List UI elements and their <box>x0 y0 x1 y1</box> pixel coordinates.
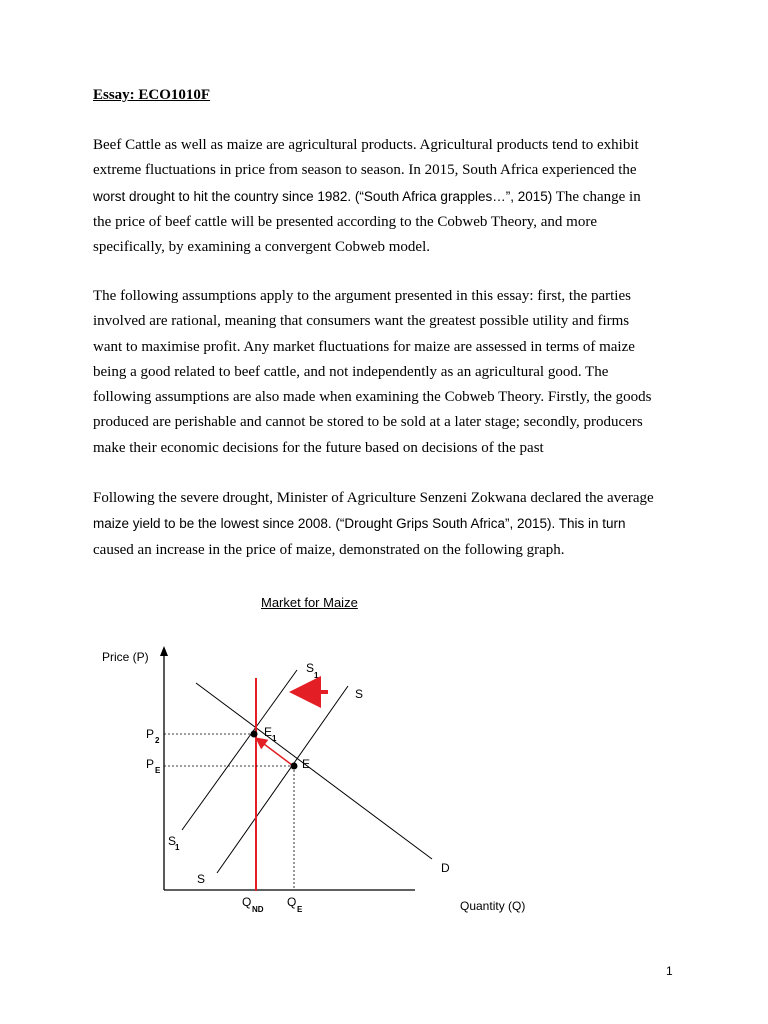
pe-label: P <box>146 757 155 771</box>
paragraph-text: The change in <box>552 188 641 205</box>
graph-title: Market for Maize <box>261 595 358 610</box>
qnd-sub: ND <box>252 905 264 914</box>
paragraph-line: being a good related to beef cattle, and not independently as an agricultural good. The <box>93 363 609 380</box>
supply-s-start-label: S <box>197 872 206 886</box>
x-axis-label: Quantity (Q) <box>460 899 526 913</box>
paragraph-line: specifically, by examining a convergent Cobweb model. <box>93 239 430 256</box>
y-axis-label: Price (P) <box>102 650 149 664</box>
pe-sub: E <box>155 766 161 775</box>
supply-s1-start-label: S <box>168 834 177 848</box>
qnd-label: Q <box>242 895 252 909</box>
supply-curve-s1 <box>182 670 297 830</box>
supply-s1-start-sub: 1 <box>175 843 180 852</box>
paragraph-line: following assumptions are also made when examining the Cobweb Theory. Firstly, the goods <box>93 389 652 406</box>
paragraph-line: make their economic decisions for the future based on decisions of the past <box>93 439 544 456</box>
paragraph-line: produced are perishable and cannot be stored to be sold at a later stage; secondly, producers <box>93 414 643 431</box>
paragraph-line: want to maximise profit. Any market fluctuations for maize are assessed in terms of maize <box>93 338 635 355</box>
paragraph-line: Following the severe drought, Minister of Agriculture Senzeni Zokwana declared the average <box>93 490 654 506</box>
demand-label: D <box>441 861 450 875</box>
y-axis-arrow-icon <box>160 646 168 656</box>
citation-text: worst drought to hit the country since 1982. (“South Africa grapples…”, 2015) <box>93 188 553 204</box>
citation-text: maize yield to be the lowest since 2008. (“Drought Grips South Africa”, 2015). This in turn <box>93 516 626 532</box>
paragraph-line: the price of beef cattle will be presented according to the Cobweb Theory, and more <box>93 213 597 230</box>
p2-label: P <box>146 727 155 741</box>
equilibrium-e-point <box>291 763 298 770</box>
essay-heading: Essay: ECO1010F <box>93 87 211 103</box>
paragraph-line: extreme fluctuations in price from season to season. In 2015, South Africa experienced the <box>93 162 637 179</box>
e1-label: E <box>264 725 273 739</box>
supply-s1-end-sub: 1 <box>314 671 319 680</box>
p2-sub: 2 <box>155 736 160 745</box>
page-number: 1 <box>666 964 673 978</box>
paragraph-line: The following assumptions apply to the argument presented in this essay: first, the parties <box>93 288 631 304</box>
supply-s-end-label: S <box>355 687 364 701</box>
paragraph-line: involved are rational, meaning that consumers want the greatest possible utility and firms <box>93 313 630 330</box>
movement-arrow-icon <box>260 741 292 765</box>
e-label: E <box>302 757 311 771</box>
supply-curve-s <box>217 686 348 873</box>
qe-label: Q <box>287 895 297 909</box>
demand-curve <box>196 683 432 859</box>
equilibrium-e1-point <box>251 731 258 738</box>
qe-sub: E <box>297 905 303 914</box>
paragraph-line: caused an increase in the price of maize, demonstrated on the following graph. <box>93 541 565 558</box>
e1-sub: 1 <box>272 734 277 743</box>
supply-s1-end-label: S <box>306 661 315 675</box>
paragraph-line: Beef Cattle as well as maize are agricultural products. Agricultural products tend to exhibit <box>93 137 639 153</box>
